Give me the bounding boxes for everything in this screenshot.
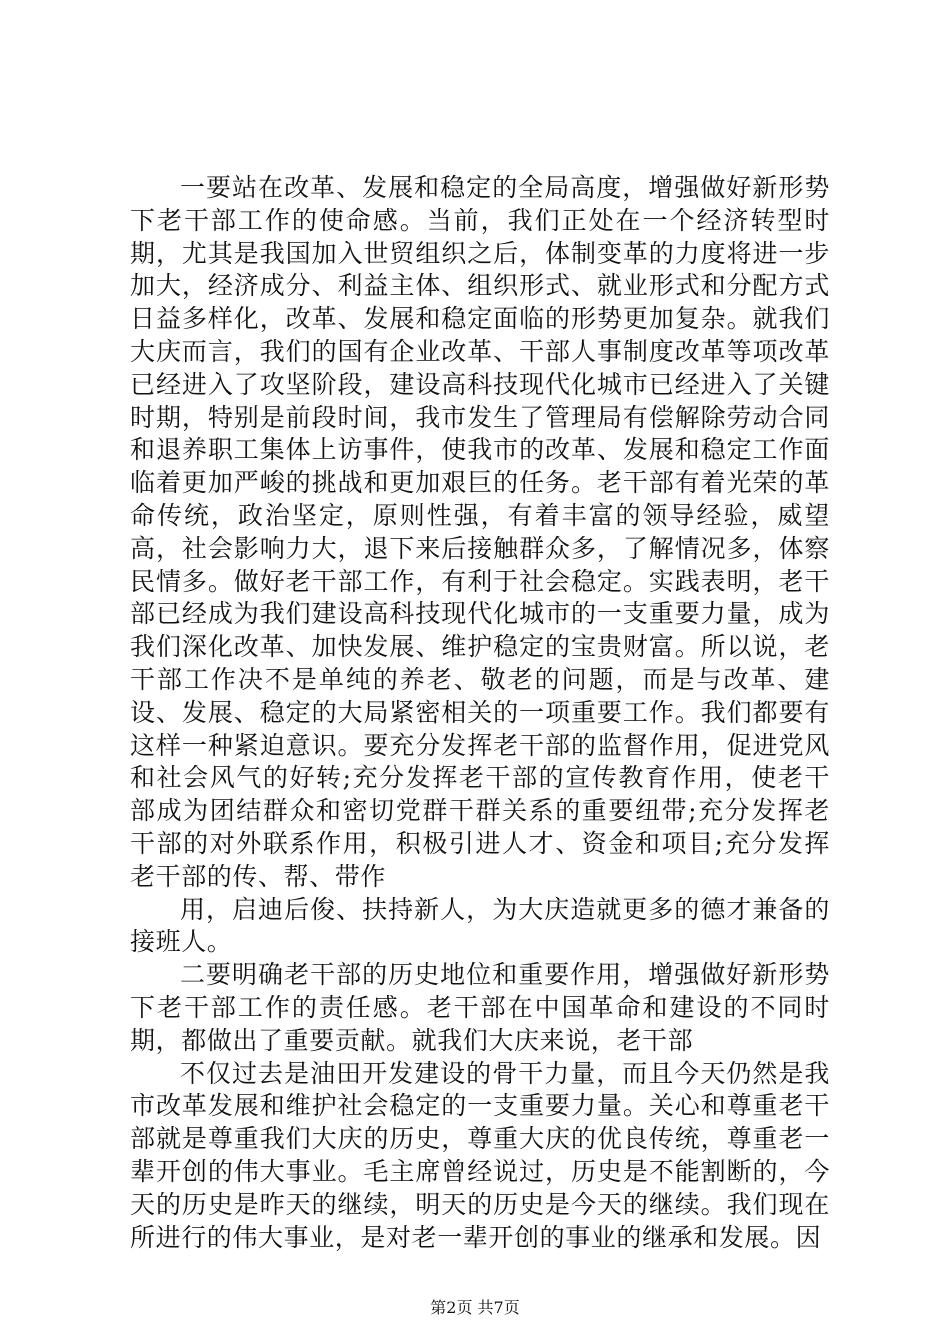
paragraph-1: 一要站在改革、发展和稳定的全局高度，增强做好新形势下老干部工作的使命感。当前，我们正处在一个经济转型时期，尤其是我国加入世贸组织之后，体制变革的力度将进一步加大，经济成分、利益主体、组织形式、就业形式和分配方式日益多样化，改革、发展和稳定面临的形势更加复杂。就我们大庆而言，我们的国有企业改革、干部人事制度改革等项改革已经进入了攻坚阶段，建设高科技现代化城市已经进入了关键时期，特别是前段时间，我市发生了管理局有偿解除劳动合同和退养职工集体上访事件，使我市的改革、发展和稳定工作面临着更加严峻的挑战和更加艰巨的任务。老干部有着光荣的革命传统，政治坚定，原则性强，有着丰富的领导经验，威望高，社会影响力大，退下来后接触群众多，了解情况多，体察民情多。做好老干部工作，有利于社会稳定。实践表明，老干部已经成为我们建设高科技现代化城市的一支重要力量，成为我们深化改革、加快发展、维护稳定的宝贵财富。所以说，老干部工作决不是单纯的养老、敬老的问题，而是与改革、建设、发展、稳定的大局紧密相关的一项重要工作。我们都要有这样一种紧迫意识。要充分发挥老干部的监督作用，促进党风和社会风气的好转;充分发挥老干部的宣传教育作用，使老干部成为团结群众和密切党群干群关系的重要纽带;充分发挥老干部的对外联系作用，积极引进人才、资金和项目;充分发挥老干部的传、帮、带作 <box>130 173 830 891</box>
document-body <box>130 172 830 1254</box>
paragraph-4: 不仅过去是油田开发建设的骨干力量，而且今天仍然是我市改革发展和维护社会稳定的一支重要力量。关心和尊重老干部就是尊重我们大庆的历史，尊重大庆的优良传统，尊重老一辈开创的伟大事业。毛主席曾经说过，历史是不能割断的，今天的历史是昨天的继续，明天的历史是今天的继续。我们现在所进行的伟大事业，是对老一辈开创的事业的继承和发展。因 <box>130 1058 830 1252</box>
paragraph-3: 二要明确老干部的历史地位和重要作用，增强做好新形势下老干部工作的责任感。老干部在中国革命和建设的不同时期，都做出了重要贡献。就我们大庆来说，老干部 <box>130 960 830 1055</box>
paragraph-2: 用，启迪后俊、扶持新人，为大庆造就更多的德才兼备的接班人。 <box>130 894 830 957</box>
page-footer: 第2页 共7页 <box>430 1298 520 1317</box>
